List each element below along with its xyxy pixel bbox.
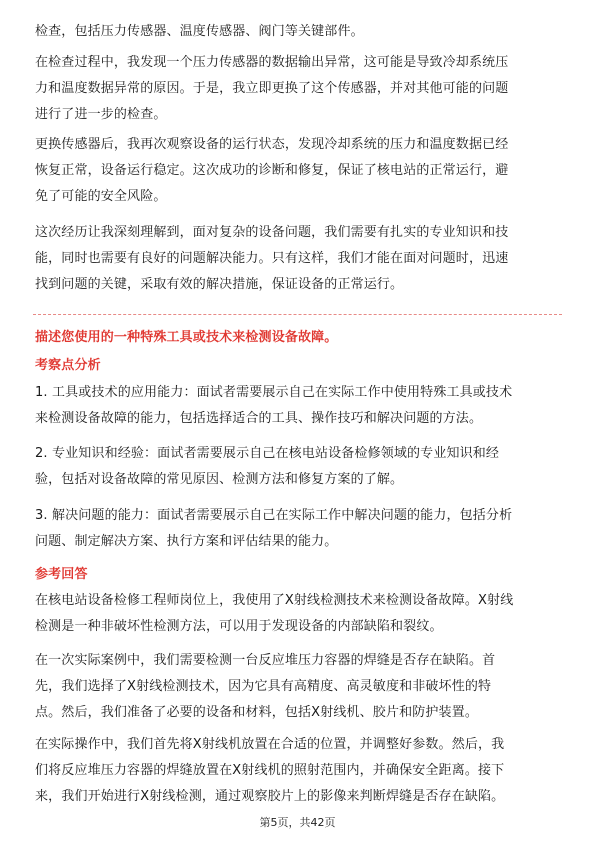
analysis-point-1: 1. 工具或技术的应用能力：面试者需要展示自己在实际工作中使用特殊工具或技术 来检测设备故障的能力，包括选择适合的工具、操作技巧和解决问题的方法。 bbox=[35, 385, 513, 426]
section-divider bbox=[33, 314, 562, 315]
answer-paragraph-2: 在一次实际案例中，我们需要检测一台反应堆压力容器的焊缝是否存在缺陷。首 先，我们选择了X射线检测技术，因为它具有高精度、高灵敏度和非破坏性的特 点。然后，我们准备了必要的设备和材料，包括X射线机、胶片和防护装置。 bbox=[35, 653, 496, 720]
answer-paragraph-1: 在核电站设备检修工程师岗位上，我使用了X射线检测技术来检测设备故障。X射线 检测是一种非破坏性检测方法，可以用于发现设备的内部缺陷和裂纹。 bbox=[35, 593, 514, 634]
intro-paragraph-2: 更换传感器后，我再次观察设备的运行状态，发现冷却系统的压力和温度数据已经 恢复正常，设备运行稳定。这次成功的诊断和修复，保证了核电站的正常运行，避 免了可能的安全风险。 bbox=[35, 137, 509, 204]
analysis-heading: 考察点分析 bbox=[35, 358, 101, 373]
intro-paragraph-1: 在检查过程中，我发现一个压力传感器的数据输出异常，这可能是导致冷却系统压 力和温度数据异常的原因。于是，我立即更换了这个传感器，并对其他可能的问题 进行了进一步的检查。 bbox=[35, 55, 509, 122]
intro-continuation: 检查，包括压力传感器、温度传感器、阀门等关键部件。 bbox=[35, 24, 364, 39]
page-number: 第5页，共42页 bbox=[259, 816, 336, 829]
analysis-point-2: 2. 专业知识和经验：面试者需要展示自己在核电站设备检修领域的专业知识和经 验，包括对设备故障的常见原因、检测方法和修复方案的了解。 bbox=[35, 446, 500, 487]
question-title: 描述您使用的一种特殊工具或技术来检测设备故障。 bbox=[35, 330, 338, 345]
answer-paragraph-3: 在实际操作中，我们首先将X射线机放置在合适的位置，并调整好参数。然后，我 们将反应堆压力容器的焊缝放置在X射线机的照射范围内，并确保安全距离。接下 来，我们开始进行X射线检测，通过观察胶片上的影像来判断焊缝是否存在缺陷。 bbox=[35, 737, 505, 804]
intro-paragraph-3: 这次经历让我深刻理解到，面对复杂的设备问题，我们需要有扎实的专业知识和技 能，同时也需要有良好的问题解决能力。只有这样，我们才能在面对问题时，迅速 找到问题的关键，采取有效的解决措施，保证设备的正常运行。 bbox=[35, 225, 509, 292]
answer-heading: 参考回答 bbox=[35, 567, 88, 582]
analysis-point-3: 3. 解决问题的能力：面试者需要展示自己在实际工作中解决问题的能力，包括分析 问题、制定解决方案、执行方案和评估结果的能力。 bbox=[35, 508, 513, 549]
